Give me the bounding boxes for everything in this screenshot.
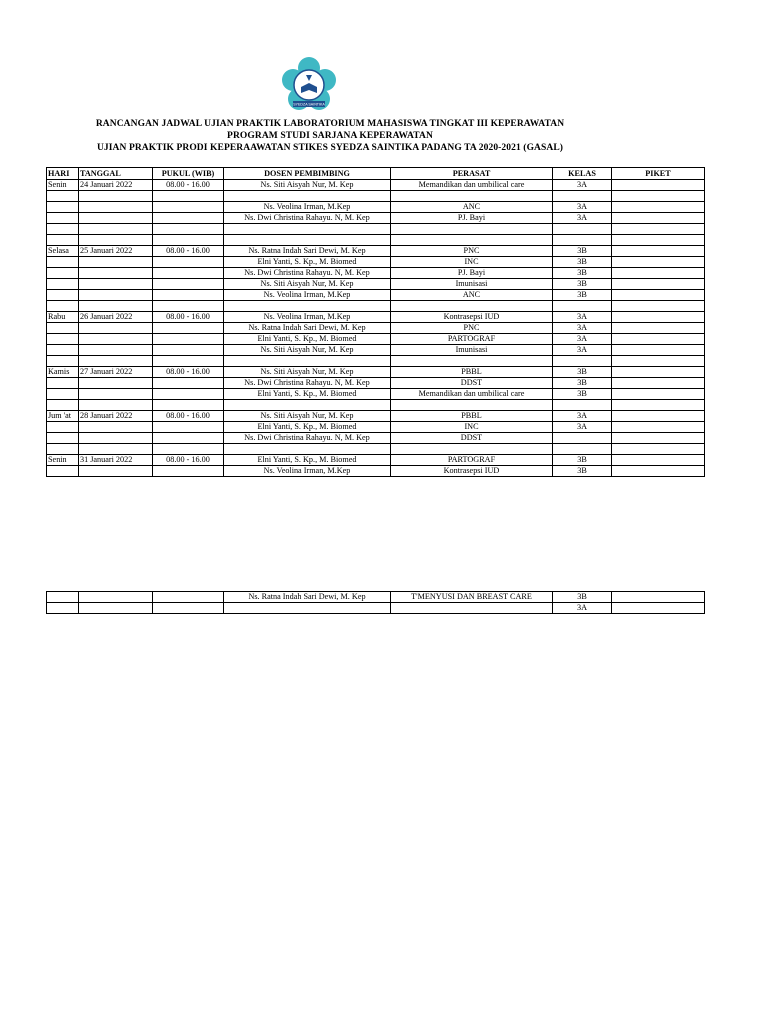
cell-kelas: 3B xyxy=(553,279,612,290)
cell-kelas: 3A xyxy=(553,323,612,334)
additional-schedule-table xyxy=(46,591,705,614)
cell-kelas: 3A xyxy=(553,345,612,356)
cell-pukul xyxy=(153,191,224,202)
cell-kelas xyxy=(553,301,612,312)
cell-dosen xyxy=(224,191,391,202)
cell-perasat: DDST xyxy=(391,378,553,389)
table-header-row xyxy=(47,168,705,180)
cell-dosen: Elni Yanti, S. Kp., M. Biomed xyxy=(224,257,391,268)
table-row xyxy=(47,400,705,411)
header-kelas: KELAS xyxy=(553,168,612,180)
cell-hari xyxy=(47,301,79,312)
cell-piket xyxy=(612,334,705,345)
cell-tanggal xyxy=(79,279,153,290)
cell-tanggal xyxy=(79,592,153,603)
cell-piket xyxy=(612,422,705,433)
table-row xyxy=(47,334,705,345)
cell-perasat: PNC xyxy=(391,323,553,334)
header-tanggal: TANGGAL xyxy=(79,168,153,180)
cell-hari xyxy=(47,592,79,603)
cell-kelas: 3A xyxy=(553,603,612,614)
cell-dosen: Ns. Siti Aisyah Nur, M. Kep xyxy=(224,411,391,422)
table-row xyxy=(47,224,705,235)
cell-kelas: 3A xyxy=(553,334,612,345)
cell-dosen: Ns. Siti Aisyah Nur, M. Kep xyxy=(224,180,391,191)
title-line-1: RANCANGAN JADWAL UJIAN PRAKTIK LABORATORIUM MAHASISWA TINGKAT III KEPERAWATAN xyxy=(95,119,565,129)
cell-dosen xyxy=(224,224,391,235)
cell-hari xyxy=(47,378,79,389)
cell-tanggal xyxy=(79,422,153,433)
cell-perasat: PJ. Bayi xyxy=(391,268,553,279)
cell-kelas xyxy=(553,400,612,411)
cell-perasat: ANC xyxy=(391,290,553,301)
cell-piket xyxy=(612,235,705,246)
cell-perasat: Imunisasi xyxy=(391,279,553,290)
table-row xyxy=(47,444,705,455)
cell-hari xyxy=(47,422,79,433)
cell-kelas xyxy=(553,356,612,367)
title-line-3: UJIAN PRAKTIK PRODI KEPERAAWATAN STIKES SYEDZA SAINTIKA PADANG TA 2020-2021 (GASAL) xyxy=(96,143,564,153)
table-row xyxy=(47,433,705,444)
cell-piket xyxy=(612,444,705,455)
cell-pukul xyxy=(153,235,224,246)
cell-perasat: INC xyxy=(391,422,553,433)
cell-hari xyxy=(47,334,79,345)
cell-pukul xyxy=(153,444,224,455)
header-piket: PIKET xyxy=(612,168,705,180)
cell-tanggal xyxy=(79,378,153,389)
cell-piket xyxy=(612,257,705,268)
table-row xyxy=(47,592,705,603)
cell-pukul: 08.00 - 16.00 xyxy=(153,367,224,378)
cell-hari: Senin xyxy=(47,455,79,466)
cell-kelas: 3B xyxy=(553,246,612,257)
cell-hari xyxy=(47,279,79,290)
cell-dosen xyxy=(224,400,391,411)
cell-kelas: 3A xyxy=(553,411,612,422)
cell-hari: Rabu xyxy=(47,312,79,323)
cell-dosen: Ns. Siti Aisyah Nur, M. Kep xyxy=(224,367,391,378)
cell-piket xyxy=(612,290,705,301)
cell-hari xyxy=(47,235,79,246)
cell-pukul xyxy=(153,334,224,345)
cell-perasat: PARTOGRAF xyxy=(391,334,553,345)
cell-pukul xyxy=(153,422,224,433)
cell-kelas: 3A xyxy=(553,180,612,191)
cell-dosen xyxy=(224,603,391,614)
cell-perasat xyxy=(391,400,553,411)
cell-tanggal xyxy=(79,224,153,235)
cell-dosen: Elni Yanti, S. Kp., M. Biomed xyxy=(224,389,391,400)
logo-caption: SYEDZA SAINTIKA xyxy=(293,102,325,107)
cell-perasat: T'MENYUSI DAN BREAST CARE xyxy=(391,592,553,603)
cell-hari xyxy=(47,400,79,411)
cell-dosen: Ns. Dwi Christina Rahayu. N, M. Kep xyxy=(224,213,391,224)
table-row xyxy=(47,202,705,213)
cell-tanggal: 27 Januari 2022 xyxy=(79,367,153,378)
cell-pukul xyxy=(153,279,224,290)
cell-perasat xyxy=(391,444,553,455)
cell-kelas: 3B xyxy=(553,378,612,389)
cell-piket xyxy=(612,400,705,411)
header-dosen: DOSEN PEMBIMBING xyxy=(224,168,391,180)
table-row xyxy=(47,235,705,246)
header-hari: HARI xyxy=(47,168,79,180)
cell-kelas: 3A xyxy=(553,312,612,323)
cell-dosen: Ns. Veolina Irman, M.Kep xyxy=(224,466,391,477)
cell-tanggal xyxy=(79,323,153,334)
table-row xyxy=(47,389,705,400)
cell-tanggal xyxy=(79,334,153,345)
table-row xyxy=(47,290,705,301)
cell-perasat xyxy=(391,235,553,246)
cell-dosen xyxy=(224,444,391,455)
cell-piket xyxy=(612,411,705,422)
cell-hari xyxy=(47,268,79,279)
institution-logo xyxy=(268,56,350,114)
logo-emblem-icon xyxy=(268,56,350,114)
cell-pukul: 08.00 - 16.00 xyxy=(153,180,224,191)
cell-kelas xyxy=(553,224,612,235)
schedule-table xyxy=(46,167,705,477)
cell-tanggal: 25 Januari 2022 xyxy=(79,246,153,257)
cell-dosen: Ns. Ratna Indah Sari Dewi, M. Kep xyxy=(224,246,391,257)
cell-perasat: Kontrasepsi IUD xyxy=(391,466,553,477)
cell-hari xyxy=(47,389,79,400)
cell-piket xyxy=(612,466,705,477)
cell-tanggal xyxy=(79,603,153,614)
cell-tanggal xyxy=(79,345,153,356)
table-row xyxy=(47,312,705,323)
cell-kelas xyxy=(553,433,612,444)
cell-piket xyxy=(612,191,705,202)
cell-dosen xyxy=(224,301,391,312)
cell-hari xyxy=(47,466,79,477)
cell-kelas: 3B xyxy=(553,592,612,603)
cell-piket xyxy=(612,378,705,389)
cell-piket xyxy=(612,246,705,257)
cell-dosen: Ns. Ratna Indah Sari Dewi, M. Kep xyxy=(224,592,391,603)
cell-hari xyxy=(47,603,79,614)
table-row xyxy=(47,367,705,378)
cell-piket xyxy=(612,367,705,378)
cell-piket xyxy=(612,312,705,323)
cell-kelas: 3B xyxy=(553,257,612,268)
cell-perasat: Imunisasi xyxy=(391,345,553,356)
cell-pukul xyxy=(153,224,224,235)
cell-perasat: DDST xyxy=(391,433,553,444)
cell-dosen: Ns. Dwi Christina Rahayu. N, M. Kep xyxy=(224,378,391,389)
table-row xyxy=(47,378,705,389)
cell-tanggal xyxy=(79,257,153,268)
cell-hari xyxy=(47,356,79,367)
cell-piket xyxy=(612,603,705,614)
cell-pukul xyxy=(153,378,224,389)
cell-perasat xyxy=(391,356,553,367)
table-row xyxy=(47,257,705,268)
cell-dosen: Elni Yanti, S. Kp., M. Biomed xyxy=(224,334,391,345)
cell-dosen xyxy=(224,235,391,246)
cell-pukul xyxy=(153,400,224,411)
cell-hari xyxy=(47,444,79,455)
table-row xyxy=(47,422,705,433)
cell-dosen: Ns. Siti Aisyah Nur, M. Kep xyxy=(224,279,391,290)
cell-perasat xyxy=(391,191,553,202)
cell-dosen: Ns. Veolina Irman, M.Kep xyxy=(224,202,391,213)
cell-hari xyxy=(47,345,79,356)
cell-pukul xyxy=(153,356,224,367)
cell-dosen: Elni Yanti, S. Kp., M. Biomed xyxy=(224,455,391,466)
cell-piket xyxy=(612,356,705,367)
cell-perasat: Memandikan dan umbilical care xyxy=(391,389,553,400)
cell-hari xyxy=(47,257,79,268)
cell-tanggal: 28 Januari 2022 xyxy=(79,411,153,422)
cell-pukul xyxy=(153,433,224,444)
document-titles xyxy=(0,118,660,154)
cell-piket xyxy=(612,389,705,400)
cell-piket xyxy=(612,345,705,356)
cell-perasat xyxy=(391,224,553,235)
cell-perasat: ANC xyxy=(391,202,553,213)
cell-dosen: Ns. Siti Aisyah Nur, M. Kep xyxy=(224,345,391,356)
cell-tanggal xyxy=(79,290,153,301)
cell-kelas xyxy=(553,235,612,246)
cell-hari xyxy=(47,290,79,301)
cell-kelas: 3A xyxy=(553,422,612,433)
cell-tanggal xyxy=(79,202,153,213)
table-row xyxy=(47,411,705,422)
table-row xyxy=(47,301,705,312)
cell-piket xyxy=(612,180,705,191)
cell-tanggal xyxy=(79,400,153,411)
cell-tanggal xyxy=(79,235,153,246)
table-row xyxy=(47,268,705,279)
cell-pukul xyxy=(153,389,224,400)
cell-perasat: PNC xyxy=(391,246,553,257)
cell-hari xyxy=(47,323,79,334)
cell-pukul: 08.00 - 16.00 xyxy=(153,411,224,422)
cell-pukul xyxy=(153,323,224,334)
table-row xyxy=(47,356,705,367)
cell-hari xyxy=(47,191,79,202)
cell-pukul xyxy=(153,466,224,477)
cell-pukul: 08.00 - 16.00 xyxy=(153,312,224,323)
cell-pukul xyxy=(153,213,224,224)
table-row xyxy=(47,455,705,466)
cell-pukul xyxy=(153,268,224,279)
cell-dosen xyxy=(224,356,391,367)
header-pukul: PUKUL (WIB) xyxy=(153,168,224,180)
table-row xyxy=(47,191,705,202)
cell-pukul xyxy=(153,257,224,268)
cell-dosen: Elni Yanti, S. Kp., M. Biomed xyxy=(224,422,391,433)
cell-perasat: PBBL xyxy=(391,367,553,378)
cell-pukul xyxy=(153,290,224,301)
cell-piket xyxy=(612,268,705,279)
cell-dosen: Ns. Dwi Christina Rahayu. N, M. Kep xyxy=(224,268,391,279)
cell-piket xyxy=(612,433,705,444)
cell-hari xyxy=(47,213,79,224)
table-row xyxy=(47,246,705,257)
cell-tanggal xyxy=(79,213,153,224)
cell-tanggal: 31 Januari 2022 xyxy=(79,455,153,466)
cell-tanggal xyxy=(79,433,153,444)
table-row xyxy=(47,323,705,334)
cell-piket xyxy=(612,323,705,334)
cell-hari: Selasa xyxy=(47,246,79,257)
cell-piket xyxy=(612,279,705,290)
cell-tanggal xyxy=(79,444,153,455)
cell-kelas: 3B xyxy=(553,290,612,301)
table-row xyxy=(47,466,705,477)
cell-tanggal: 24 Januari 2022 xyxy=(79,180,153,191)
cell-hari: Senin xyxy=(47,180,79,191)
table-row xyxy=(47,345,705,356)
cell-kelas: 3B xyxy=(553,367,612,378)
cell-kelas: 3B xyxy=(553,389,612,400)
cell-piket xyxy=(612,213,705,224)
cell-piket xyxy=(612,301,705,312)
cell-kelas: 3A xyxy=(553,213,612,224)
cell-tanggal xyxy=(79,191,153,202)
cell-perasat: Kontrasepsi IUD xyxy=(391,312,553,323)
cell-kelas: 3B xyxy=(553,455,612,466)
title-line-2: PROGRAM STUDI SARJANA KEPERAWATAN xyxy=(227,131,433,141)
cell-tanggal xyxy=(79,466,153,477)
cell-perasat: INC xyxy=(391,257,553,268)
cell-tanggal: 26 Januari 2022 xyxy=(79,312,153,323)
cell-piket xyxy=(612,202,705,213)
cell-dosen: Ns. Veolina Irman, M.Kep xyxy=(224,290,391,301)
cell-tanggal xyxy=(79,268,153,279)
cell-tanggal xyxy=(79,301,153,312)
cell-tanggal xyxy=(79,356,153,367)
cell-pukul: 08.00 - 16.00 xyxy=(153,246,224,257)
cell-hari: Kamis xyxy=(47,367,79,378)
cell-piket xyxy=(612,224,705,235)
cell-pukul xyxy=(153,603,224,614)
cell-pukul xyxy=(153,345,224,356)
cell-pukul xyxy=(153,301,224,312)
table-row xyxy=(47,279,705,290)
cell-kelas: 3A xyxy=(553,202,612,213)
cell-hari xyxy=(47,433,79,444)
header-perasat: PERASAT xyxy=(391,168,553,180)
cell-pukul xyxy=(153,592,224,603)
cell-kelas: 3B xyxy=(553,268,612,279)
cell-hari xyxy=(47,224,79,235)
cell-pukul xyxy=(153,202,224,213)
cell-tanggal xyxy=(79,389,153,400)
cell-piket xyxy=(612,592,705,603)
cell-kelas: 3B xyxy=(553,466,612,477)
cell-perasat xyxy=(391,603,553,614)
cell-dosen: Ns. Veolina Irman, M.Kep xyxy=(224,312,391,323)
cell-dosen: Ns. Dwi Christina Rahayu. N, M. Kep xyxy=(224,433,391,444)
table-row xyxy=(47,603,705,614)
cell-kelas xyxy=(553,444,612,455)
table-row xyxy=(47,180,705,191)
cell-hari xyxy=(47,202,79,213)
cell-dosen: Ns. Ratna Indah Sari Dewi, M. Kep xyxy=(224,323,391,334)
table-row xyxy=(47,213,705,224)
cell-hari: Jum 'at xyxy=(47,411,79,422)
cell-pukul: 08.00 - 16.00 xyxy=(153,455,224,466)
cell-perasat: PARTOGRAF xyxy=(391,455,553,466)
cell-perasat xyxy=(391,301,553,312)
cell-kelas xyxy=(553,191,612,202)
cell-piket xyxy=(612,455,705,466)
cell-perasat: PBBL xyxy=(391,411,553,422)
cell-perasat: PJ. Bayi xyxy=(391,213,553,224)
cell-perasat: Memandikan dan umbilical care xyxy=(391,180,553,191)
